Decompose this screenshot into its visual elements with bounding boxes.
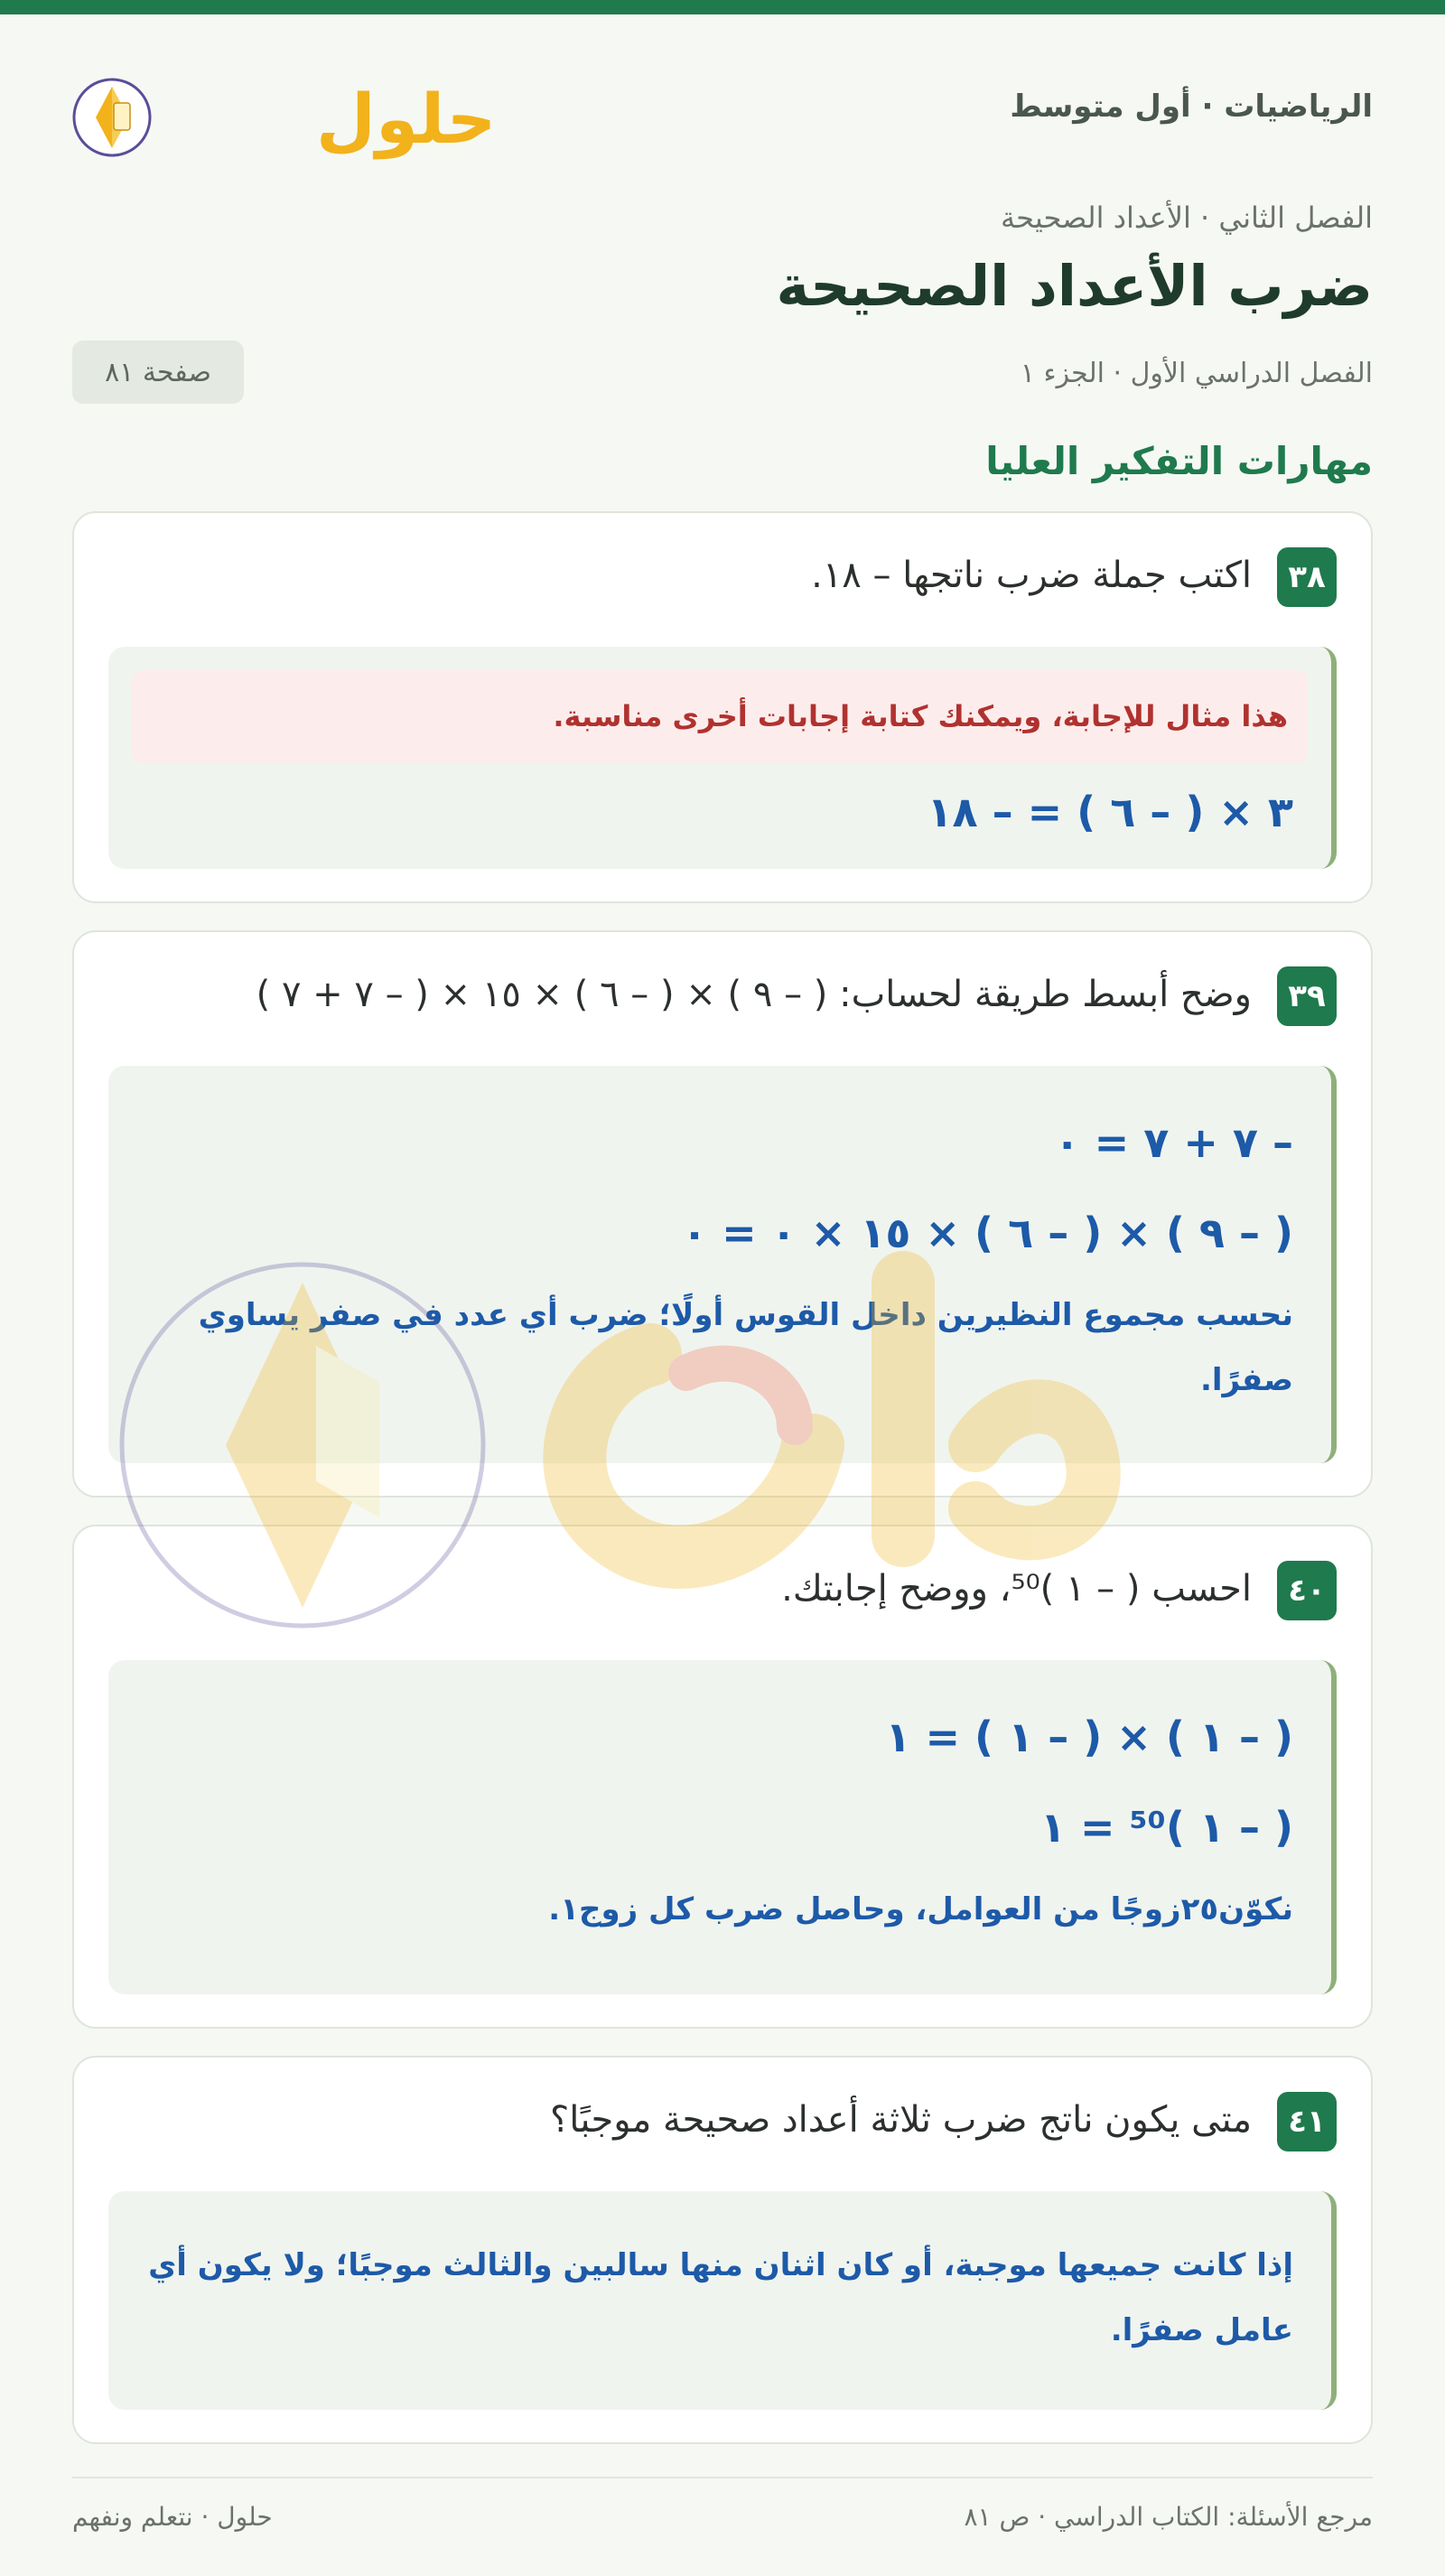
question-card-39 bbox=[72, 930, 1373, 1498]
question-text: احسب ( – ١ )⁵⁰، ووضح إجابتك. bbox=[781, 1568, 1252, 1610]
answer-box bbox=[108, 2191, 1337, 2410]
page-number-badge: صفحة ٨١ bbox=[72, 341, 244, 404]
hint-box bbox=[132, 670, 1308, 764]
footer-divider bbox=[72, 2477, 1373, 2478]
chapter-label: الفصل الثاني · الأعداد الصحيحة bbox=[1001, 201, 1373, 235]
answer-line: ٣ × ( – ٦ ) = – ١٨ bbox=[927, 788, 1293, 836]
footer-reference: مرجع الأسئلة: الكتاب الدراسي · ص ٨١ bbox=[964, 2502, 1373, 2532]
answer-note: إذا كانت جميعها موجبة، أو كان اثنان منها سالبين والثالث موجبًا؛ ولا يكون أي عامل صفرًا. bbox=[148, 2247, 1293, 2348]
top-accent-bar bbox=[0, 0, 1445, 14]
answer-box bbox=[108, 1066, 1337, 1463]
question-text: اكتب جملة ضرب ناتجها – ١٨. bbox=[811, 555, 1252, 596]
answer-line: ( – ١ )⁵⁰ = ١ bbox=[1039, 1803, 1293, 1852]
answer-line: ( – ٩ ) × ( – ٦ ) × ١٥ × ٠ = ٠ bbox=[682, 1209, 1293, 1257]
footer-brand: حلول · نتعلم ونفهم bbox=[72, 2502, 273, 2532]
question-number: ٣٩ bbox=[1277, 966, 1337, 1026]
hint-text: هذا مثال للإجابة، ويمكنك كتابة إجابات أخرى مناسبة. bbox=[553, 699, 1288, 733]
question-number: ٤١ bbox=[1277, 2092, 1337, 2151]
question-card-38 bbox=[72, 511, 1373, 903]
section-title: مهارات التفكير العليا bbox=[985, 439, 1373, 483]
answer-line: – ٧ + ٧ = ٠ bbox=[1054, 1118, 1293, 1167]
question-card-40 bbox=[72, 1525, 1373, 2029]
answer-box bbox=[108, 1660, 1337, 1994]
question-number: ٣٨ bbox=[1277, 547, 1337, 607]
question-number: ٤٠ bbox=[1277, 1561, 1337, 1620]
question-text: وضح أبسط طريقة لحساب: ( – ٩ ) × ( – ٦ ) × ١٥ × ( – ٧ + ٧ ) bbox=[256, 974, 1252, 1015]
answer-line: ( – ١ ) × ( – ١ ) = ١ bbox=[885, 1713, 1293, 1761]
question-card-41 bbox=[72, 2056, 1373, 2444]
page-header bbox=[72, 65, 1373, 164]
term-label: الفصل الدراسي الأول · الجزء ١ bbox=[1020, 358, 1373, 389]
subject-label: الرياضيات · أول متوسط bbox=[1010, 89, 1373, 125]
svg-text:حلول: حلول bbox=[316, 79, 497, 159]
question-text: متى يكون ناتج ضرب ثلاثة أعداد صحيحة موجبًا؟ bbox=[550, 2099, 1252, 2141]
answer-note: نحسب مجموع النظيرين داخل القوس أولًا؛ ضرب أي عدد في صفر يساوي صفرًا. bbox=[198, 1297, 1293, 1398]
hulul-logo[interactable] bbox=[72, 65, 497, 164]
answer-box bbox=[108, 647, 1337, 869]
page-title: ضرب الأعداد الصحيحة bbox=[776, 253, 1373, 319]
answer-note: نكوّن٢٥زوجًا من العوامل، وحاصل ضرب كل زوج١. bbox=[548, 1891, 1293, 1927]
logo-icon bbox=[72, 65, 497, 164]
